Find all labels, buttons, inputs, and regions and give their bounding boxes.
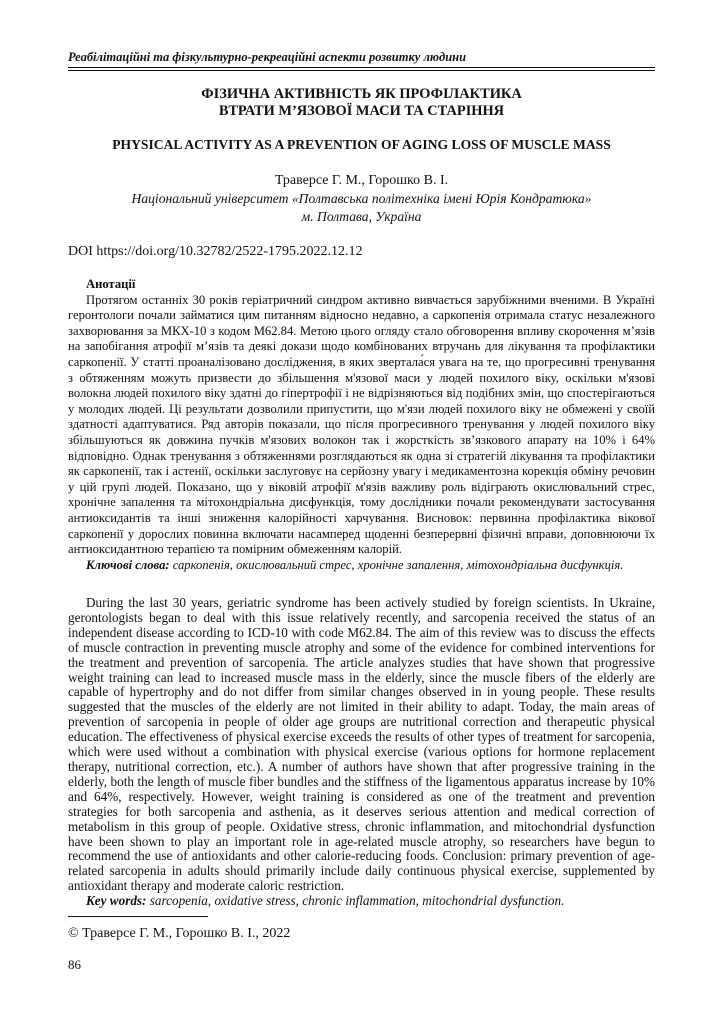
doi: DOI https://doi.org/10.32782/2522-1795.2022.12.12: [68, 244, 363, 259]
keywords-ua: [68, 558, 655, 574]
running-head: Реабілітаційні та фізкультурно-рекреаційні аспекти розвитку людини: [68, 50, 467, 64]
copyright: © Траверсе Г. М., Горошко В. І., 2022: [68, 926, 291, 941]
title-ua-line-2: ВТРАТИ М’ЯЗОВОЇ МАСИ ТА СТАРІННЯ: [218, 103, 505, 119]
title-ua-line-1: ФІЗИЧНА АКТИВНІСТЬ ЯК ПРОФІЛАКТИКА: [201, 86, 522, 102]
journal-page: [68, 0, 655, 1024]
article-title-en: PHYSICAL ACTIVITY AS A PREVENTION OF AGING LOSS OF MUSCLE MASS: [112, 137, 611, 152]
abstract-heading: Анотації: [86, 277, 136, 291]
abstract-en-text: During the last 30 years, geriatric syndrome has been actively studied by foreign scientists. In Ukraine, gerontologists began to deal with this issue relatively recently, and sarcopenia received the status of an independent disease according to ICD-10 with code M62.84. The aim of this review was to discuss the effects of muscle contraction in preventing muscle atrophy and some of the evidence for combined interventions for the treatment and prevention of sarcopenia. The article analyzes studies that have shown that progressive weight training can lead to increased muscle mass in the elderly, since the muscle fibers of the elderly are capable of hypertrophy and do not differ from similar changes observed in in young people. These results suggested that the muscles of the elderly are not limited in their ability to adapt. Today, the main areas of prevention of sarcopenia in people of older age groups are nutritional correction and therapeutic physical education. The effectiveness of physical exercise exceeds the results of other types of treatment for sarcopenia, which were used without a combination with physical exercise (various options for hormone replacement therapy, nutritional correction, etc.). A number of authors have shown that after progressive training in the elderly, both the length of muscle fiber bundles and the stiffness of the ligamentous apparatus increase by 10% and 64%, respectively. However, weight training is considered as one of the treatment and prevention strategies for both sarcopenia and asthenia, as it deserves serious attention and medical correction of metabolism in this group of people. Oxidative stress, chronic inflammation, and mitochondrial dysfunction have been shown to play an important role in age-related muscle atrophy, so researchers have begun to recommend the use of antioxidants and other calorie-reducing foods. Conclusion: primary prevention of age-related sarcopenia in adults should primarily include daily continuous physical exercise, supplemented by antioxidant therapy and moderate caloric restriction.: [68, 595, 655, 894]
abstract-en: [68, 596, 655, 909]
keywords-ua-text: саркопенія, окислювальний стрес, хронічне запалення, мітохондріальна дисфункція.: [172, 557, 624, 572]
keywords-en: [68, 894, 655, 909]
abstract-ua-text: Протягом останніх 30 років геріатричний синдром активно вивчається зарубіжними вченими. В Україні геронтологи почали займатися цим питанням відносно недавно, а саркопенія отримала статус незалежного захворювання за МКХ-10 з кодом M62.84. Метою цього огляду стало обговорення впливу скорочення м’язів на запобігання атрофії м’язів та деякі докази щодо комбінованих втручань для лікування та профілактики саркопенії. У статті проаналізовано дослідження, в яких звертала́ся увага на те, що прогресивні тренування з обтяженням можуть призвести до збільшення м'язової маси у людей похилого віку, оскільки м'язові волокна людей похилого віку здатні до гіпертрофії і не відрізняються від подібних змін, що спостерігаються у молодих людей. Ці результати дозволили припустити, що м'язи людей похилого віку не обмежені у своїй здатності адаптуватися. Ряд авторів показали, що після прогресивного тренування у людей похилого віку збільшуються як довжина пучків м'язових волокон так і жорсткість зв’язкового апарату на 10% і 64% відповідно. Однак тренування з обтяженнями розглядаються як одна зі стратегій лікування та профілактики як саркопенії, так і астенії, оскільки заслуговує на серйозну увагу і медикаментозна корекція обміну речовин у цій групі людей. Показано, що у віковій атрофії м'язів важливу роль відіграють окислювальний стрес, хронічне запалення та мітохондріальна дисфункція, тому дослідники почали рекомендувати застосування антиоксидантів та інші зниження калорійності харчування. Висновок: первинна профілактика вікової саркопенії у дорослих повинна включати насамперед щоденні безперервні фізичні вправи, доповнюючи їх антиоксидантною терапією та помірним обмеженням калорій.: [68, 292, 655, 557]
article-title-ua: [68, 86, 655, 120]
keywords-en-label: Key words:: [86, 893, 147, 909]
keywords-en-text: sarcopenia, oxidative stress, chronic inflammation, mitochondrial dysfunction.: [149, 893, 565, 909]
abstract-ua: [68, 277, 655, 573]
page-number: 86: [68, 957, 81, 972]
keywords-ua-label: Ключові слова:: [86, 557, 170, 572]
authors: Траверсе Г. М., Горошко В. І.: [274, 173, 449, 188]
footnote-rule: [68, 916, 208, 917]
header-rule-double: [68, 70, 655, 71]
header-rule: [68, 67, 655, 68]
affiliation: Національний університет «Полтавська політехніка імені Юрія Кондратюка»: [131, 191, 592, 206]
city: м. Полтава, Україна: [301, 209, 422, 224]
